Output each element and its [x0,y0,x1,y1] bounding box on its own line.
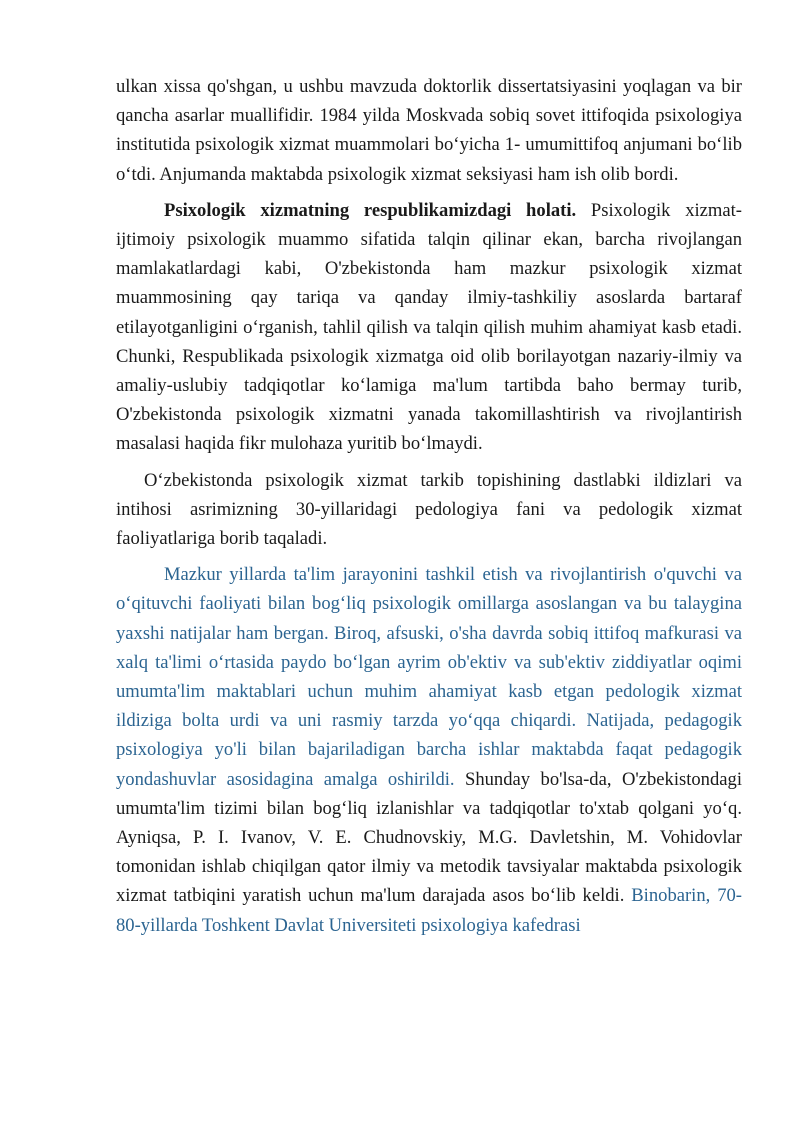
document-body [116,72,742,940]
section-heading: Psixologik xizmatning respublikamizdagi holati. [164,199,577,221]
paragraph-3 [116,466,742,554]
paragraph-3-text: O‘zbekistonda psixologik xizmat tarkib topishining dastlabki ildizlari va intihosi asrimizning 30-yillaridagi pedologiya fani va pedologik xizmat faoliyatlariga borib taqaladi. [116,469,742,550]
paragraph-1-text: ulkan xissa qo'shgan, u ushbu mavzuda doktorlik dissertatsiyasini yoqlagan va bir qancha asarlar muallifidir. 1984 yilda Moskvada sobiq sovet ittifoqida psixologiya institutida psixologik xizmat muammolari bo‘yicha 1- umumittifoq anjumani bo‘lib o‘tdi. Anjumanda maktabda psixologik xizmat seksiyasi ham ish olib bordi. [116,76,742,185]
paragraph-1 [116,72,742,189]
paragraph-4-text: Shunday bo'lsa-da, O'zbekistondagi umumta'lim tizimi bilan bog‘liq izlanishlar va tadqiqotlar to'xtab qolgani yo‘q. Ayniqsa, P. I. Ivanov, V. E. Chudnovskiy, M.G. Davletshin, M. Vohidovlar tomonidan ishlab chiqilgan qator ilmiy va metodik tavsiyalar maktabda psixologik xizmat tatbiqini yaratish uchun ma'lum darajada asos bo‘lib keldi. [116,768,742,907]
paragraph-4-blue-text-2: Binobarin, 70-80-yillarda Toshkent Davlat Universiteti psixologiya kafedrasi [116,885,742,936]
paragraph-2 [116,196,742,459]
paragraph-4 [116,560,742,940]
paragraph-2-text: Psixologik xizmat-ijtimoiy psixologik muammo sifatida talqin qilinar ekan, barcha rivojlangan mamlakatlardagi kabi, O'zbekistonda ham mazkur psixologik xizmat muammosining qay tariqa va qanday ilmiy-tashkiliy asoslarda bartaraf etilayotganligini o‘rganish, tahlil qilish va talqin qilish muhim ahamiyat kasb etadi. Chunki, Respublikada psixologik xizmatga oid olib borilayotgan nazariy-ilmiy va amaliy-uslubiy tadqiqotlar ko‘lamiga ma'lum tartibda baho bermay turib, O'zbekistonda psixologik xizmatni yanada takomillashtirish va rivojlantirish masalasi haqida fikr mulohaza yuritib bo‘lmaydi. [116,199,742,455]
paragraph-4-blue-text-1: Mazkur yillarda ta'lim jarayonini tashkil etish va rivojlantirish o'quvchi va o‘qituvchi faoliyati bilan bog‘liq psixologik omillarga asoslangan va bu talaygina yaxshi natijalar ham bergan. Biroq, afsuski, o'sha davrda sobiq ittifoq mafkurasi va xalq ta'limi o‘rtasida paydo bo‘lgan ayrim ob'ektiv va sub'ektiv ziddiyatlar oqimi umumta'lim maktablari uchun muhim ahamiyat kasb etgan pedologik xizmat ildiziga bolta urdi va uni rasmiy tarzda yo‘qqa chiqardi. Natijada, pedagogik psixologiya yo'li bilan bajariladigan barcha ishlar maktabda faqat pedagogik yondashuvlar asosidagina amalga oshirildi. [116,564,742,790]
